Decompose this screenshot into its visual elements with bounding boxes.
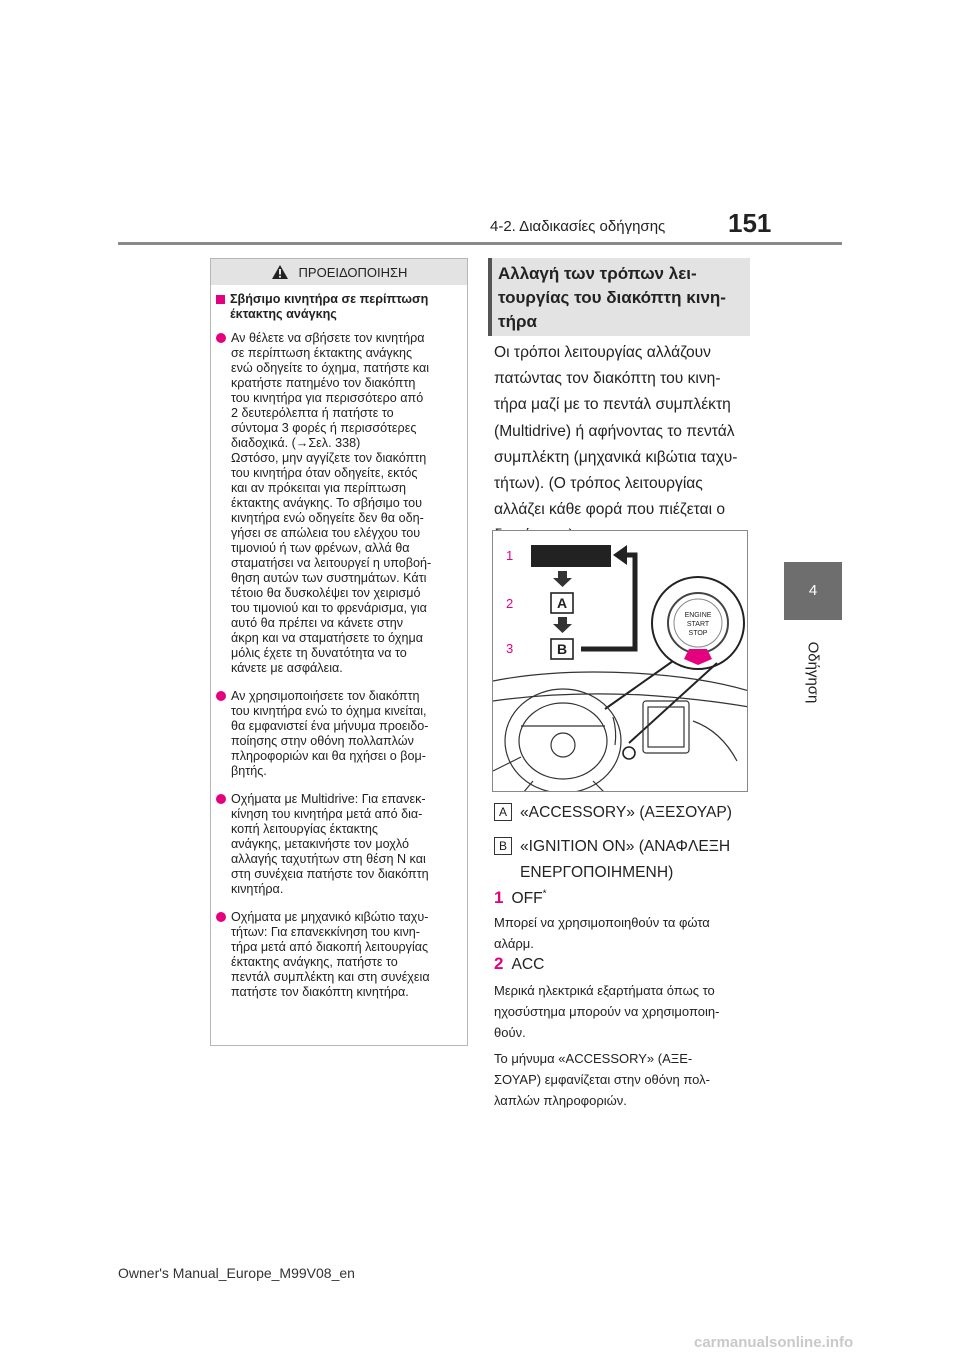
bullet-dot-icon: [216, 333, 226, 343]
mode-number: 2: [494, 954, 504, 973]
warning-bullet: [216, 792, 462, 897]
warning-triangle-icon: [271, 264, 289, 280]
mode-a-label: A: [556, 595, 568, 611]
section-heading-bar: [488, 258, 492, 336]
bullet-dot-icon: [216, 794, 226, 804]
warning-header: [211, 259, 467, 285]
mode-label: ACC: [511, 956, 545, 973]
legend-key-b: B: [494, 837, 512, 855]
section-title: 4-2. Διαδικασίες οδήγησης: [490, 218, 666, 235]
legend-text-b: «IGNITION ON» (ΑΝΑΦΛΕΞΗ ΕΝΕΡΓΟΠΟΙΗΜΕΝΗ): [520, 838, 731, 881]
callout-leader-right: [629, 663, 717, 743]
down-arrow-icon: [553, 571, 572, 587]
mode-item-off: [494, 888, 547, 908]
square-bullet-icon: [216, 295, 225, 304]
mode-description-off: Μπορεί να χρησιμοποιηθούν τα φώτα αλάρμ.: [494, 915, 710, 951]
watermark: carmanualsonline.info: [694, 1334, 854, 1351]
section-heading: Αλλαγή των τρόπων λει- τουργίας του διακόπτη κινη- τήρα: [498, 264, 726, 331]
warning-title-text: Σβήσιμο κινητήρα σε περίπτωση έκτακτης ανάγκης: [230, 292, 429, 321]
mode-description-acc: Μερικά ηλεκτρικά εξαρτήματα όπως το ηχοσύστημα μπορούν να χρησιμοποιη- θούν.: [494, 983, 720, 1040]
warning-bullet: [216, 910, 462, 1000]
engine-switch-illustration: [492, 530, 748, 792]
chapter-tab-label-text: Οδήγηση: [804, 641, 822, 703]
mode-b-label: B: [556, 641, 568, 657]
button-text-stop: STOP: [688, 630, 708, 637]
legend-item-b: [494, 834, 730, 886]
page-number: 151: [728, 208, 772, 238]
callout-leader-left: [605, 661, 673, 709]
warning-bullet: [216, 689, 462, 779]
step-label-1: 1: [506, 548, 514, 563]
warning-title: [216, 292, 462, 322]
bullet-dot-icon: [216, 912, 226, 922]
warning-content: [216, 292, 462, 1000]
warning-bullet: [216, 331, 462, 676]
mode-label: OFF: [511, 890, 543, 907]
warning-bullet-text: Αν θέλετε να σβήσετε τον κινητήρα σε περίπτωση έκτακτης ανάγκης ενώ οδηγείτε το όχημα, πατήστε και κρατήστε πατημένο τον διακόπτη του κινητήρα για περισσότερο από 2 δευτερόλεπτα ή πατήστε το σύντομα 3 φορές ή περισσότερες διαδοχικά. (→Σελ. 338) Ωστόσο, μην αγγίζετε τον διακόπτη του κινητήρα όταν οδηγείτε, εκτός και αν πρόκειται για περίπτωση έκτακτης ανάγκης. Το σβήσιμο του κινητήρα ενώ οδηγείτε δεν θα οδη- γήσει σε απώλεια του ελέγχου του τιμονιού ή των φρένων, αλλά θα σταματήσει να λειτουργεί η υποβοή- θηση αυτών των συστημάτων. Κάτι τέτοιο θα δυσκολέψει τον χειρισμό του τιμονιού και το φρενάρισμα, για αυτό θα πρέπει να κάνετε στην άκρη και να σταματήσετε το όχημα μόλις έχετε τη δυνατότητα να το κάνετε με ασφάλεια.: [231, 331, 432, 675]
header-divider: [118, 242, 842, 245]
button-text-engine: ENGINE: [684, 612, 712, 619]
step-label-2: 2: [506, 596, 514, 611]
warning-bullet-text: Αν χρησιμοποιήσετε τον διακόπτη του κινητήρα ενώ το όχημα κινείται, θα εμφανιστεί ένα μήνυμα προειδο- ποίησης στην οθόνη πολλαπλών πληροφοριών και θα ηχήσει ο βομ- βητής.: [231, 689, 429, 778]
down-arrow-icon: [553, 617, 572, 633]
button-text-start: START: [686, 621, 710, 628]
warning-header-text: ΠΡΟΕΙΔΟΠΟΙΗΣΗ: [298, 264, 408, 280]
footer-text: Owner's Manual_Europe_M99V08_en: [118, 1265, 355, 1281]
mode-number: 1: [494, 888, 504, 907]
chapter-tab: 4: [784, 562, 842, 620]
legend-text-a: «ACCESSORY» (ΑΞΕΣΟΥΑΡ): [520, 804, 732, 821]
step-label-3: 3: [506, 641, 514, 656]
illustration-svg: [493, 531, 748, 792]
chapter-tab-label: [790, 628, 836, 716]
warning-bullet-text: Οχήματα με Multidrive: Για επανεκ- κίνηση του κινητήρα μετά από δια- κοπή λειτουργίας έκτακτης ανάγκης, μετακινήστε τον μοχλό αλλαγής ταχυτήτων στη θέση N και στη συνέχεια πατήστε τον διακόπτη κινητήρα.: [231, 792, 429, 896]
bullet-dot-icon: [216, 691, 226, 701]
warning-bullet-text: Οχήματα με μηχανικό κιβώτιο ταχυ- τήτων: Για επανεκκίνηση του κινη- τήρα μετά από διακοπή λειτουργίας έκτακτης ανάγκης, πατήστε το πεντάλ συμπλέκτη και στη συνέχεια πατήστε τον διακόπτη κινητήρα.: [231, 910, 430, 999]
mode-item-acc: [494, 954, 544, 974]
legend-item-a: [494, 800, 732, 826]
mode-off-bar: [531, 545, 611, 567]
intro-paragraph: Οι τρόποι λειτουργίας αλλάζουν πατώντας τον διακόπτη του κινη- τήρα μαζί με το πεντάλ συμπλέκτη (Multidrive) ή αφήνοντας το πεντάλ συμπλέκτη (μηχανικά κιβώτια ταχυ- τήτων). (Ο τρόπος λειτουργίας αλλάζει κάθε φορά που πιέζεται ο: [494, 344, 738, 519]
accessory-note: Το μήνυμα «ACCESSORY» (ΑΞΕ- ΣΟΥΑΡ) εμφανίζεται στην οθόνη πολ- λαπλών πληροφοριών.: [494, 1051, 710, 1108]
footnote-marker: *: [542, 888, 547, 900]
dashboard-sketch: [493, 672, 748, 792]
legend-key-a: A: [494, 803, 512, 821]
